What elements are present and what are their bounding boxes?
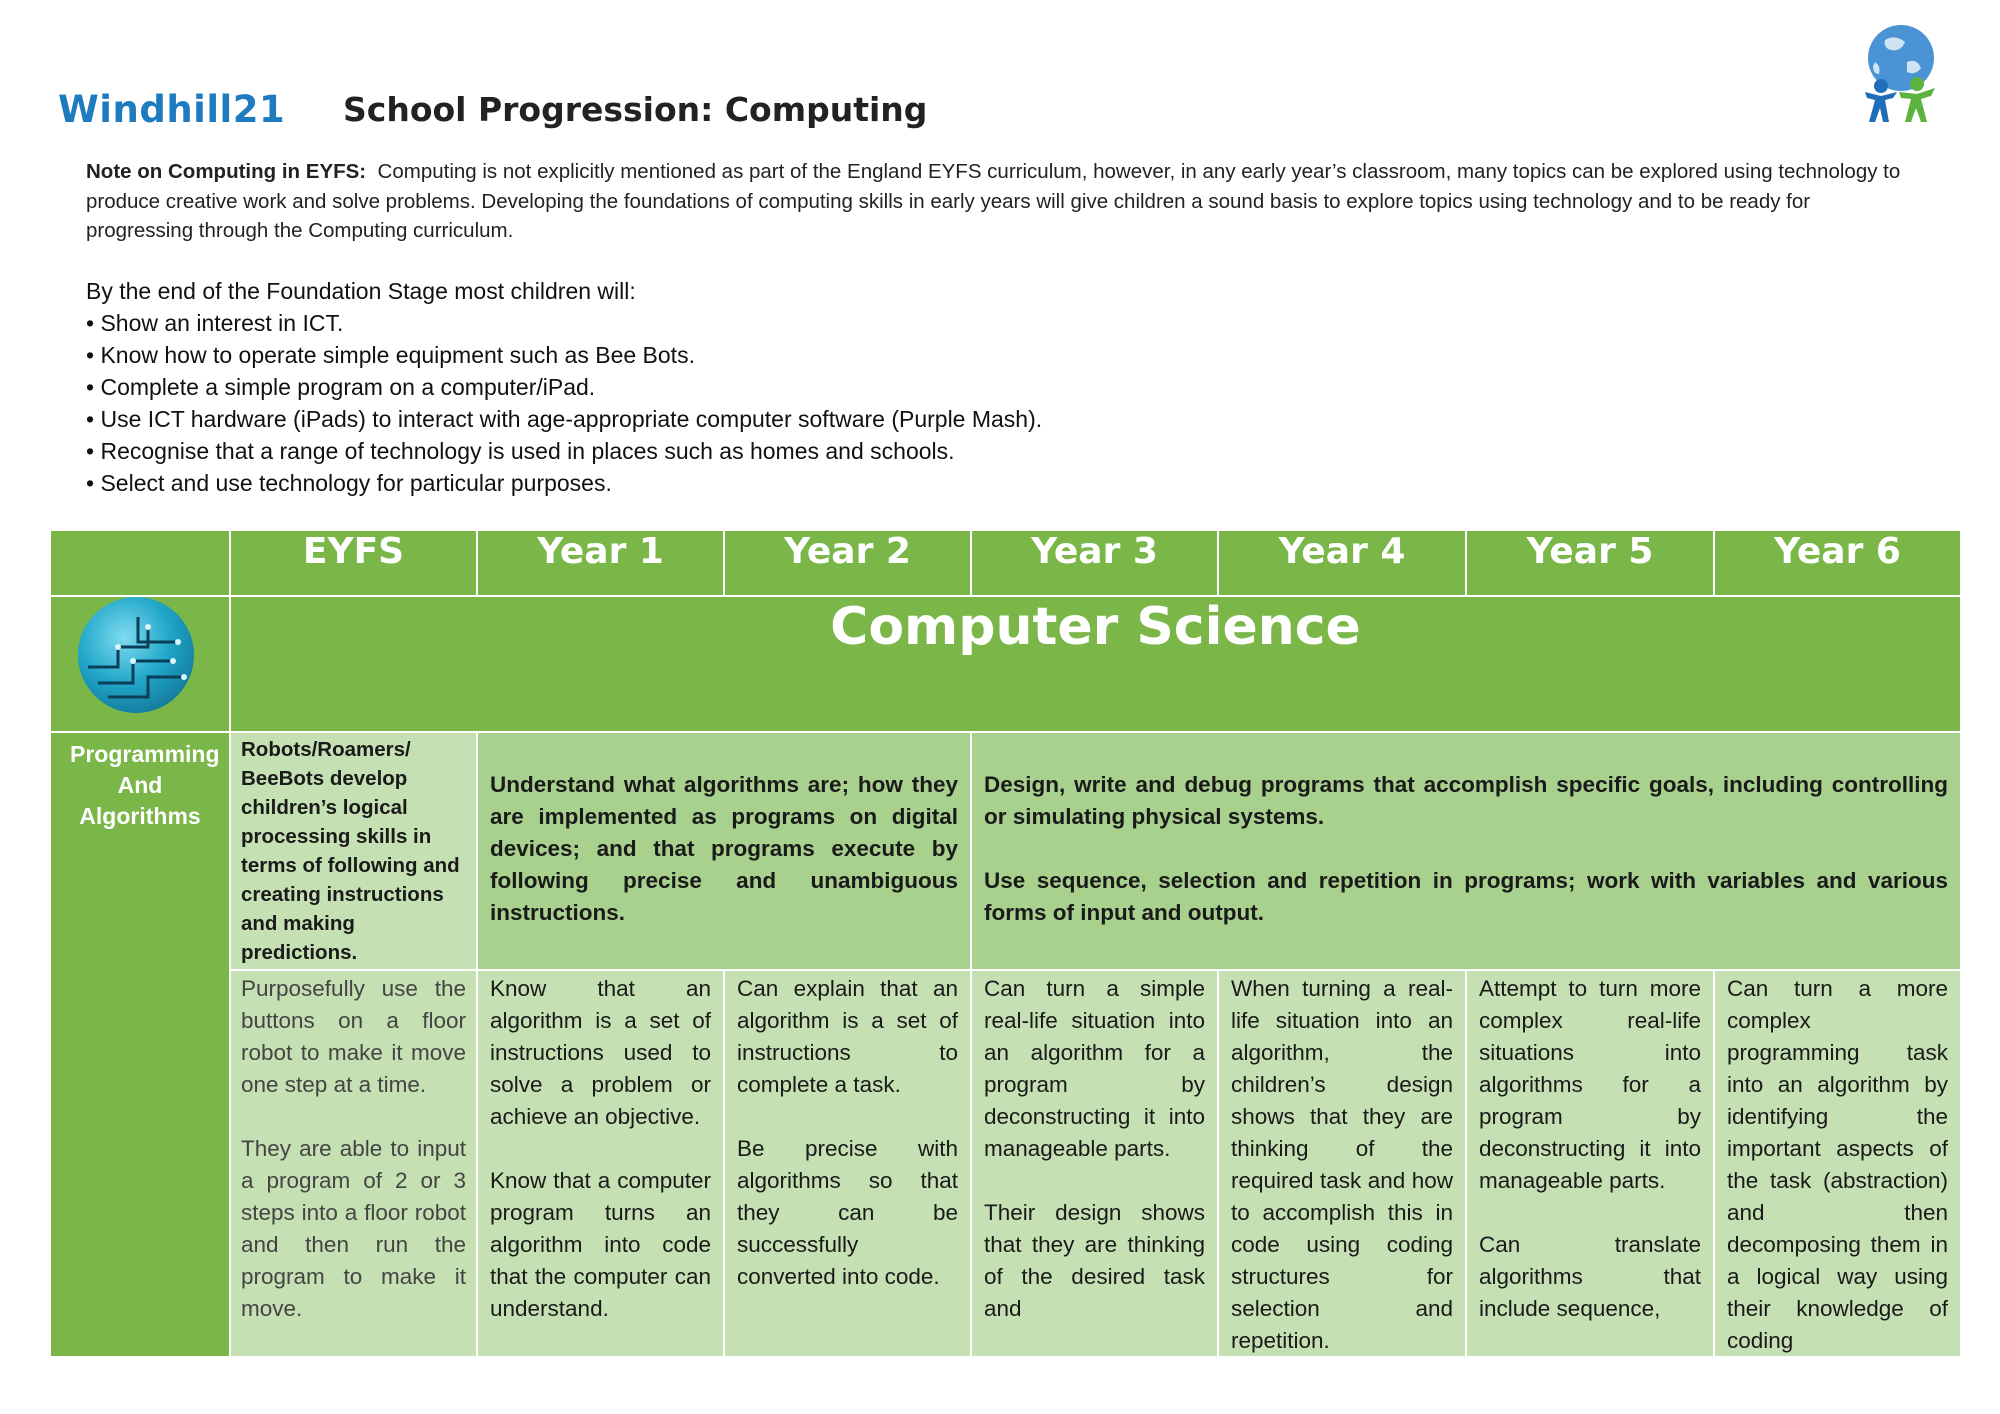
foundation-stage-list — [86, 275, 1486, 499]
detail-year-6 — [1714, 970, 1961, 1357]
ks2-goal-2: Use sequence, selection and repetition in programs; work with variables and various forms of input and output. — [984, 868, 1948, 925]
circuit-board-icon — [78, 597, 194, 713]
ks2-goal-1: Design, write and debug programs that accomplish specific goals, including controlling or simulating physical systems. — [984, 772, 1948, 829]
details-row — [50, 970, 1961, 1357]
eyfs-note-text: Computing is not explicitly mentioned as part of the England EYFS curriculum, however, in any early year’s classroom, many topics can be explored using technology to produce creative work and solve problems. Developing the foundations of computing skills in early years will give children a sound basis to explore topics using technology and to be ready for progressing through the Computing curriculum. — [86, 160, 1901, 242]
list-item: • Know how to operate simple equipment such as Bee Bots. — [86, 339, 1486, 371]
detail-text: Can turn a simple real-life situation into an algorithm for a program by deconstructing it into manageable parts. — [984, 976, 1205, 1161]
header-year-3: Year 3 — [971, 530, 1218, 596]
section-title: Computer Science — [230, 596, 1961, 732]
globe-children-icon — [1855, 22, 1945, 128]
header-year-2: Year 2 — [724, 530, 971, 596]
row-label — [50, 732, 230, 1357]
header-year-4: Year 4 — [1218, 530, 1466, 596]
list-item: • Use ICT hardware (iPads) to interact with age-appropriate computer software (Purple Mash). — [86, 403, 1486, 435]
detail-text: They are able to input a program of 2 or 3 steps into a floor robot and then run the program to make it move. — [241, 1136, 466, 1321]
page-title: School Progression: Computing — [343, 90, 928, 129]
foundation-intro: By the end of the Foundation Stage most children will: — [86, 278, 636, 304]
detail-text: Purposefully use the buttons on a floor robot to make it move one step at a time. — [241, 976, 466, 1097]
detail-year-5 — [1466, 970, 1714, 1357]
goals-row — [50, 732, 1961, 970]
eyfs-note-label: Note on Computing in EYFS: — [86, 160, 367, 183]
header-year-5: Year 5 — [1466, 530, 1714, 596]
detail-text: When turning a real-life situation into an algorithm, the children’s design shows that they are thinking of the required task and how to accomplish this in code using coding structures for selection and repetition. — [1231, 976, 1453, 1353]
detail-text: Attempt to turn more complex real-life situations into algorithms for a program by deconstructing it into manageable parts. — [1479, 976, 1701, 1193]
detail-text: Can turn a more complex programming task into an algorithm by identifying the important aspects of the task (abstraction) and then decomposing them in a logical way using their knowledge of coding — [1727, 976, 1948, 1353]
section-row — [50, 596, 1961, 732]
list-item: • Select and use technology for particular purposes. — [86, 467, 1486, 499]
section-icon-cell — [50, 596, 230, 732]
detail-text: Know that a computer program turns an algorithm into code that the computer can understand. — [490, 1168, 711, 1321]
detail-eyfs — [230, 970, 477, 1357]
list-item: • Show an interest in ICT. — [86, 307, 1486, 339]
header-eyfs: EYFS — [230, 530, 477, 596]
detail-text: Can translate algorithms that include sequence, — [1479, 1232, 1701, 1321]
detail-text: Be precise with algorithms so that they can be successfully converted into code. — [737, 1136, 958, 1289]
detail-text: Know that an algorithm is a set of instructions used to solve a problem or achieve an objective. — [490, 976, 711, 1129]
detail-year-2 — [724, 970, 971, 1357]
detail-year-1 — [477, 970, 724, 1357]
detail-year-3 — [971, 970, 1218, 1357]
windhill21-logo: Windhill21 — [58, 88, 286, 131]
detail-text: Their design shows that they are thinking of the desired task and — [984, 1200, 1205, 1321]
header-year-1: Year 1 — [477, 530, 724, 596]
list-item: • Recognise that a range of technology is used in places such as homes and schools. — [86, 435, 1486, 467]
header-blank — [50, 530, 230, 596]
ks1-goal: Understand what algorithms are; how they are implemented as programs on digital devices; and that programs execute by following precise and unambiguous instructions. — [477, 732, 971, 970]
eyfs-note — [86, 157, 1916, 246]
list-item: • Complete a simple program on a computer/iPad. — [86, 371, 1486, 403]
header-year-6: Year 6 — [1714, 530, 1961, 596]
progression-table — [49, 529, 1962, 1358]
detail-year-4 — [1218, 970, 1466, 1357]
eyfs-goal: Robots/Roamers/ BeeBots develop children’s logical processing skills in terms of following and creating instructions and making predictions. — [230, 732, 477, 970]
ks2-goal — [971, 732, 1961, 970]
table-header-row — [50, 530, 1961, 596]
row-label-text: Programming And Algorithms — [70, 741, 220, 829]
detail-text: Can explain that an algorithm is a set of instructions to complete a task. — [737, 976, 958, 1097]
